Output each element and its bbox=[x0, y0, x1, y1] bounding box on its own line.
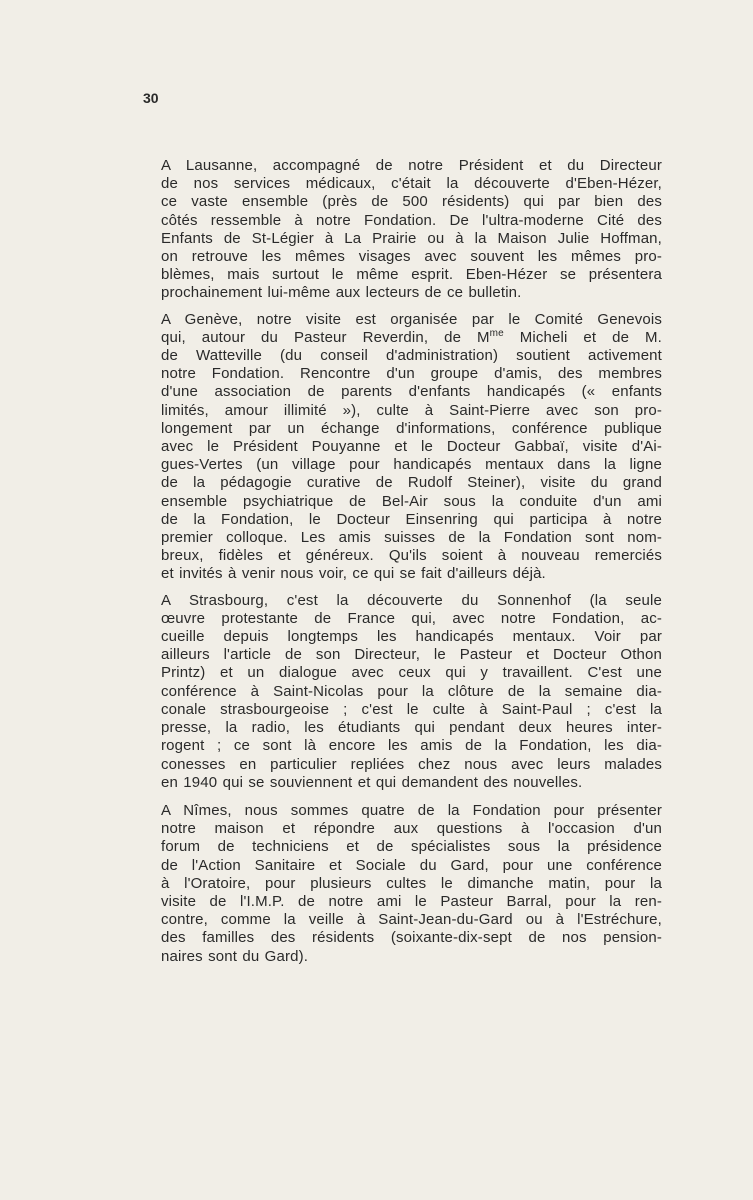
text-line: côtés ressemble à notre Fondation. De l'ultra-moderne Cité des bbox=[161, 211, 662, 229]
text-line: des familles des résidents (soixante-dix-sept de nos pension- bbox=[161, 929, 662, 947]
text-line: visite de l'I.M.P. de notre ami le Pasteur Barral, pour la ren- bbox=[161, 892, 662, 910]
text-line: de la Fondation, le Docteur Einsenring qui participa à notre bbox=[161, 510, 662, 528]
text-line: de la pédagogie curative de Rudolf Steiner), visite du grand bbox=[161, 474, 662, 492]
text-line: on retrouve les mêmes visages avec souvent les mêmes pro- bbox=[161, 248, 662, 266]
page-number: 30 bbox=[143, 90, 159, 106]
text-line: rogent ; ce sont là encore les amis de la Fondation, les dia- bbox=[161, 737, 662, 755]
article-body bbox=[140, 157, 662, 974]
text-line: avec le Président Pouyanne et le Docteur Gabbaï, visite d'Ai- bbox=[161, 438, 662, 456]
paragraph-nimes bbox=[140, 802, 662, 966]
text-line: ce vaste ensemble (près de 500 résidents) qui par bien des bbox=[161, 193, 662, 211]
text-line: gues-Vertes (un village pour handicapés mentaux dans la ligne bbox=[161, 456, 662, 474]
text-line: cueille depuis longtemps les handicapés mentaux. Voir par bbox=[161, 628, 662, 646]
text-line: d'une association de parents d'enfants handicapés (« enfants bbox=[161, 383, 662, 401]
text-line: forum de techniciens et de spécialistes sous la présidence bbox=[161, 838, 662, 856]
paragraph-geneve bbox=[140, 311, 662, 584]
text-line: ensemble psychiatrique de Bel-Air sous la conduite d'un ami bbox=[161, 492, 662, 510]
text-line: ailleurs l'article de son Directeur, le Pasteur et Docteur Othon bbox=[161, 646, 662, 664]
text-line: conesses en particulier repliées chez nous avec leurs malades bbox=[161, 755, 662, 773]
text-line: prochainement lui-même aux lecteurs de ce bulletin. bbox=[161, 284, 522, 302]
text-line: de Watteville (du conseil d'administration) soutient activement bbox=[161, 347, 662, 365]
text-line: Printz) et un dialogue avec ceux qui y travaillent. C'est une bbox=[161, 664, 662, 682]
text-line: en 1940 qui se souviennent et qui demandent des nouvelles. bbox=[161, 773, 583, 791]
text-line: conale strasbourgeoise ; c'est le culte à Saint-Paul ; c'est la bbox=[161, 700, 662, 718]
paragraph-strasbourg bbox=[140, 592, 662, 792]
text-line: Enfants de St-Légier à La Prairie ou à la Maison Julie Hoffman, bbox=[161, 229, 662, 247]
text-line: premier colloque. Les amis suisses de la Fondation sont nom- bbox=[161, 529, 662, 547]
paragraph-lausanne bbox=[140, 157, 662, 303]
text-line: presse, la radio, les étudiants qui pendant deux heures inter- bbox=[161, 719, 662, 737]
text-line: breux, fidèles et généreux. Qu'ils soient à nouveau remerciés bbox=[161, 547, 662, 565]
text-line: limités, amour illimité »), culte à Saint-Pierre avec son pro- bbox=[161, 401, 662, 419]
text-line: de nos services médicaux, c'était la découverte d'Eben-Hézer, bbox=[161, 175, 662, 193]
text-line: conférence à Saint-Nicolas pour la clôture de la semaine dia- bbox=[161, 682, 662, 700]
text-line: notre Fondation. Rencontre d'un groupe d'amis, des membres bbox=[161, 365, 662, 383]
text-line: A Lausanne, accompagné de notre Président et du Directeur bbox=[161, 157, 662, 174]
text-line: A Genève, notre visite est organisée par le Comité Genevois bbox=[161, 310, 662, 328]
text-line: naires sont du Gard). bbox=[161, 947, 309, 965]
text-line: A Nîmes, nous sommes quatre de la Fondation pour présenter bbox=[161, 801, 662, 819]
text-line: de l'Action Sanitaire et Sociale du Gard, pour une conférence bbox=[161, 856, 662, 874]
text-line: blèmes, mais surtout le même esprit. Eben-Hézer se présentera bbox=[161, 266, 662, 284]
text-line: notre maison et répondre aux questions à l'occasion d'un bbox=[161, 820, 662, 838]
text-line: à l'Oratoire, pour plusieurs cultes le dimanche matin, pour la bbox=[161, 874, 662, 892]
text-line: A Strasbourg, c'est la découverte du Sonnenhof (la seule bbox=[161, 591, 662, 609]
text-line: et invités à venir nous voir, ce qui se fait d'ailleurs déjà. bbox=[161, 565, 546, 583]
text-line: œuvre protestante de France qui, avec notre Fondation, ac- bbox=[161, 609, 662, 627]
text-line: qui, autour du Pasteur Reverdin, de $M^{me}$ Micheli et de M. bbox=[161, 327, 662, 346]
text-line: contre, comme la veille à Saint-Jean-du-Gard ou à l'Estréchure, bbox=[161, 911, 662, 929]
text-line: longement par un échange d'informations, conférence publique bbox=[161, 419, 662, 437]
